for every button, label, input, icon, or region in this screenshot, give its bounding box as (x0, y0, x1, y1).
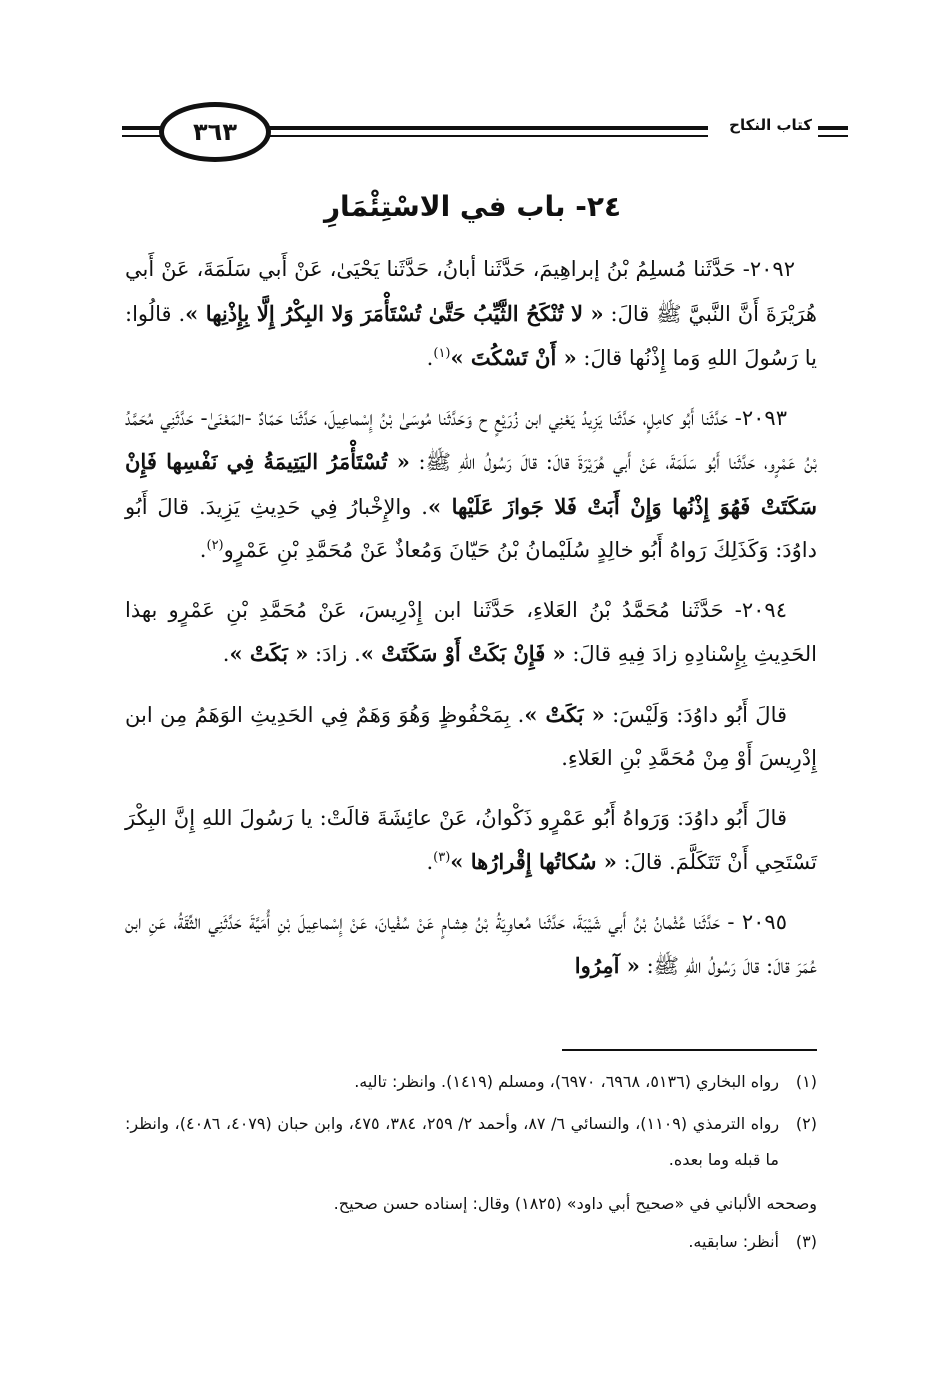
footnote-text: رواه البخاري (٥١٣٦، ٦٩٦٨، ٦٩٧٠)، ومسلم (١٤١٩). وانظر: تاليه. (354, 1072, 779, 1091)
prophetic-quote: « آمِرُوا (574, 953, 640, 978)
hadith-body (125, 248, 817, 1005)
header-rule-right-thick (818, 126, 848, 130)
text-after: . (222, 642, 230, 666)
abu-dawud-comment-1 (125, 693, 817, 781)
text-before: ٢٠٩٥ - حَدَّثَنا عُثْمانُ بْنُ أَبي شَيْبَةَ، حَدَّثَنا مُعاوِيَةُ بْنُ هِشامٍ عَنْ سُفْيانَ، عَنْ إِسْماعِيلَ بْنِ أُمَيَّةَ حَدَّثَنِي الثِّقَةُ، عَنِ ابن عُمَرَ قالَ: قالَ رَسُولُ اللهِ ﷺ: (125, 909, 817, 978)
footnote-2 (125, 1106, 817, 1178)
prophetic-quote-2: « بَكَتْ » (229, 641, 309, 666)
header-rule-left-thick (122, 126, 162, 130)
page-number-frame (159, 102, 271, 162)
text-middle: . والإِخْبارُ فِي حَدِيثِ يَزِيدَ. قالَ أَبُو داوُدَ: وَكَذَلِكَ رَواهُ أَبُو خالِدٍ سُلَيْمانُ بْنُ حَيّانَ وَمُعاذٌ عَنْ مُحَمَّدِ بْنِ عَمْرٍو (125, 494, 817, 562)
text-before: ٢٠٩٣- حَدَّثَنا أَبُو كامِلٍ، حَدَّثَنا يَزِيدُ يَعْنِي ابن زُرَيْعٍ ح وَحَدَّثَنا مُوسَىٰ بْنُ إِسْماعِيلَ، حَدَّثَنا حَمّادٌ -المَعْنَىٰ- حَدَّثَنِي مُحَمَّدُ بْنُ عَمْرٍو، حَدَّثَنا أَبُو سَلَمَةَ، عَنْ أَبي هُرَيْرَةَ قالَ: قالَ رَسُولُ اللهِ ﷺ: (125, 405, 817, 474)
footnote-3 (125, 1224, 817, 1260)
footnote-ref[interactable]: (١) (433, 346, 451, 361)
prophetic-quote: « سُكاتُها إِقْرارُها » (450, 849, 617, 874)
footnote-1 (125, 1064, 817, 1100)
footnote-2-grading: وصححه الألباني في «صحيح أبي داود» (١٨٢٥) وقال: إسناده حسن صحيح. (333, 1194, 817, 1213)
hadith-2094 (125, 589, 817, 677)
header-rule-thick (267, 126, 708, 130)
footnotes (125, 1064, 817, 1260)
prophetic-quote: « تُسْتَأْمَرُ اليَتِيمَةُ فِي نَفْسِها فَإِنْ سَكَتَتْ فَهُوَ إِذْنُها وَإِنْ أَبَتْ فَلا جَوازَ عَلَيْها » (125, 449, 817, 519)
text-after: . (426, 346, 434, 370)
footnote-separator (562, 1049, 817, 1051)
text-middle: . زادَ: (308, 642, 361, 666)
header-rule-left-thin (122, 135, 162, 137)
page-number: ٣٦٣ (193, 118, 237, 146)
footnote-ref[interactable]: (٣) (433, 850, 451, 865)
prophetic-quote: « لا تُنْكَحُ الثَّيِّبُ حَتَّىٰ تُسْتَأْمَرَ وَلا البِكْرُ إِلَّا بِإِذْنِها » (185, 300, 604, 326)
book-title: كتاب النكاح (723, 116, 818, 134)
text-after: . (426, 850, 434, 874)
page-header (122, 96, 848, 168)
text-before: قالَ أَبُو داوُدَ: وَلَيْسَ: (604, 702, 788, 727)
footnote-text: أنظر: سابقيه. (688, 1232, 779, 1251)
text-after: . (199, 538, 207, 562)
text-middle: . بِمَحْفُوظٍ وَهُوَ وَهَمٌ فِي الحَدِيثِ الوَهَمُ مِن ابن إِدْرِيسَ أَوْ مِنْ مُحَمَّدِ بْنِ العَلاءِ. (125, 702, 817, 770)
prophetic-quote-2: « أَنْ تَسْكُتَ » (450, 345, 577, 370)
hadith-2093 (125, 397, 817, 573)
text-before: قالَ أَبُو داوُدَ: وَرَواهُ أَبُو عَمْرٍو ذَكْوانُ، عَنْ عائِشَةَ قالَتْ: يا رَسُولَ اللهِ إِنَّ البِكْرَ تَسْتَحِي أَنْ تَتَكَلَّمَ. قالَ: (125, 805, 817, 874)
footnote-ref[interactable]: (٢) (206, 538, 224, 553)
header-rule-right-thin (818, 135, 848, 137)
chapter-title: ٢٤- باب في الاسْتِئْمَارِ (323, 190, 622, 223)
footnote-number: (٣) (795, 1232, 817, 1251)
prophetic-quote: « بَكَتْ » (524, 701, 605, 727)
prophetic-quote: « فَإِنْ بَكَتْ أَوْ سَكَتَتْ » (360, 641, 566, 666)
text-middle: . قالُوا: يا رَسُولَ اللهِ وَما إِذْنُها قالَ: (125, 301, 817, 370)
text-before: ٢٠٩٢- حَدَّثَنا مُسلِمُ بْنُ إبراهِيمَ، حَدَّثَنا أبانُ، حَدَّثَنا يَحْيَىٰ، عَنْ أَبي سَلَمَةَ، عَنْ أَبي هُرَيْرَةَ أَنَّ النَّبيَّ ﷺ قالَ: (125, 257, 817, 326)
text-before: ٢٠٩٤- حَدَّثَنا مُحَمَّدُ بْنُ العَلاءِ، حَدَّثَنا ابن إِدْرِيسَ، عَنْ مُحَمَّدِ بْنِ عَمْرٍو بهذا الحَدِيثِ بِإِسْنادِهِ زادَ فِيهِ قالَ: (125, 597, 817, 666)
abu-dawud-comment-2 (125, 797, 817, 885)
hadith-2095 (125, 901, 817, 989)
footnote-text: رواه الترمذي (١١٠٩)، والنسائي ٦/ ٨٧، وأحمد ٢/ ٢٥٩، ٣٨٤، ٤٧٥، وابن حبان (٤٠٧٩، ٤٠٨٦)، وانظر: ما قبله وما بعده. (125, 1114, 780, 1169)
header-rule-thin (267, 135, 708, 137)
hadith-2092 (125, 248, 817, 381)
footnote-number: (٢) (795, 1114, 817, 1133)
footnote-number: (١) (795, 1072, 817, 1091)
